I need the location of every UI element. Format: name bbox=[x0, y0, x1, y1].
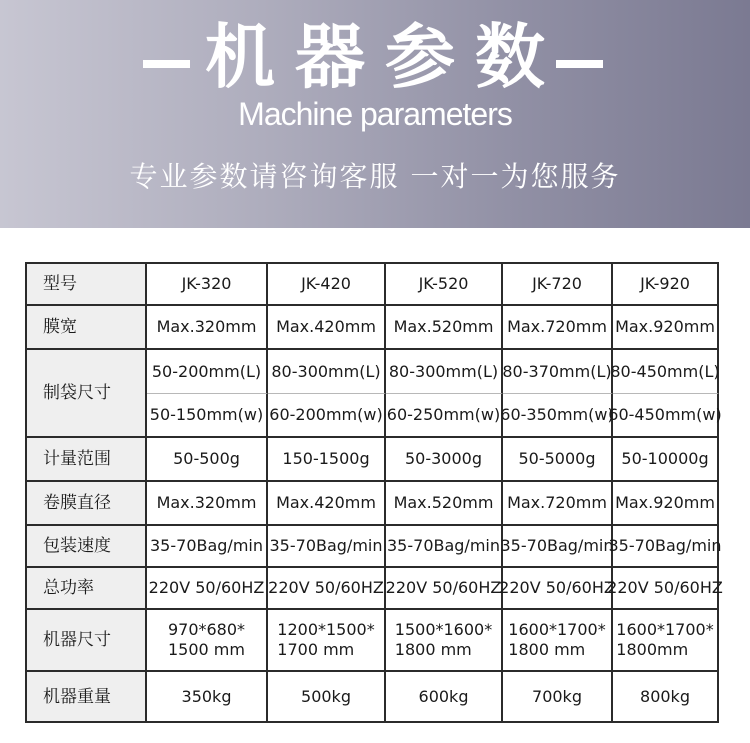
table-cell: 220V 50/60HZ bbox=[147, 568, 268, 610]
table-cell: 35-70Bag/min bbox=[268, 526, 386, 568]
table-cell: 970*680* 1500 mm bbox=[147, 610, 268, 672]
table-cell: Max.920mm bbox=[613, 482, 719, 526]
table-cell: Max.420mm bbox=[268, 306, 386, 350]
table-cell: 80-450mm(L) bbox=[613, 350, 719, 394]
table-cell: 50-200mm(L) bbox=[147, 350, 268, 394]
row-label: 卷膜直径 bbox=[27, 482, 147, 526]
table-cell: 50-3000g bbox=[386, 438, 503, 482]
table-cell: JK-520 bbox=[386, 264, 503, 306]
table-cell: 150-1500g bbox=[268, 438, 386, 482]
table-cell: 80-300mm(L) bbox=[268, 350, 386, 394]
table-cell: 60-350mm(w) bbox=[503, 394, 613, 438]
table-cell: 220V 50/60HZ bbox=[386, 568, 503, 610]
table-cell: 60-250mm(w) bbox=[386, 394, 503, 438]
table-cell: Max.520mm bbox=[386, 482, 503, 526]
table-cell: 1500*1600* 1800 mm bbox=[386, 610, 503, 672]
row-label: 包装速度 bbox=[27, 526, 147, 568]
table-cell: Max.420mm bbox=[268, 482, 386, 526]
table-cell: 60-200mm(w) bbox=[268, 394, 386, 438]
header-banner bbox=[0, 0, 750, 228]
table-cell: 700kg bbox=[503, 672, 613, 723]
page-title: 机器参数 bbox=[205, 16, 565, 98]
table-cell: 220V 50/60HZ bbox=[613, 568, 719, 610]
table-cell: 1600*1700* 1800 mm bbox=[503, 610, 613, 672]
row-label: 计量范围 bbox=[27, 438, 147, 482]
table-cell: 220V 50/60HZ bbox=[268, 568, 386, 610]
table-cell: 50-150mm(w) bbox=[147, 394, 268, 438]
table-cell: Max.920mm bbox=[613, 306, 719, 350]
page-subtitle: 专业参数请咨询客服 一对一为您服务 bbox=[129, 160, 621, 193]
table-cell: 350kg bbox=[147, 672, 268, 723]
table-cell: 80-300mm(L) bbox=[386, 350, 503, 394]
table-cell: JK-420 bbox=[268, 264, 386, 306]
spec-table bbox=[25, 262, 723, 723]
row-label: 型号 bbox=[27, 264, 147, 306]
table-cell: Max.520mm bbox=[386, 306, 503, 350]
row-label: 机器尺寸 bbox=[27, 610, 147, 672]
row-label: 机器重量 bbox=[27, 672, 147, 723]
table-cell: 220V 50/60HZ bbox=[503, 568, 613, 610]
row-label: 制袋尺寸 bbox=[27, 350, 147, 438]
table-cell: JK-320 bbox=[147, 264, 268, 306]
title-row bbox=[0, 12, 750, 102]
table-cell: 80-370mm(L) bbox=[503, 350, 613, 394]
table-cell: Max.320mm bbox=[147, 482, 268, 526]
table-cell: 35-70Bag/min bbox=[386, 526, 503, 568]
table-cell: 800kg bbox=[613, 672, 719, 723]
table-cell: 50-5000g bbox=[503, 438, 613, 482]
table-cell: 35-70Bag/min bbox=[503, 526, 613, 568]
row-label: 膜宽 bbox=[27, 306, 147, 350]
table-cell: 1200*1500* 1700 mm bbox=[268, 610, 386, 672]
table-cell: 60-450mm(w) bbox=[613, 394, 719, 438]
table-cell: 500kg bbox=[268, 672, 386, 723]
table-cell: JK-920 bbox=[613, 264, 719, 306]
table-cell: Max.320mm bbox=[147, 306, 268, 350]
table-cell: 1600*1700* 1800mm bbox=[613, 610, 719, 672]
table-cell: 50-10000g bbox=[613, 438, 719, 482]
table-cell: 35-70Bag/min bbox=[613, 526, 719, 568]
row-label: 总功率 bbox=[27, 568, 147, 610]
table-cell: 35-70Bag/min bbox=[147, 526, 268, 568]
table-cell: JK-720 bbox=[503, 264, 613, 306]
table-cell: Max.720mm bbox=[503, 306, 613, 350]
table-cell: Max.720mm bbox=[503, 482, 613, 526]
table-cell: 50-500g bbox=[147, 438, 268, 482]
page-title-english: Machine parameters bbox=[238, 96, 512, 132]
table-cell: 600kg bbox=[386, 672, 503, 723]
